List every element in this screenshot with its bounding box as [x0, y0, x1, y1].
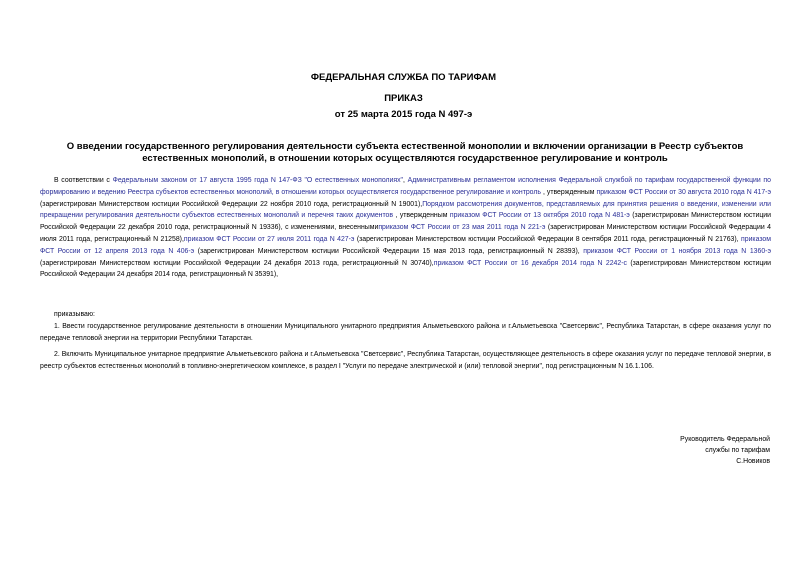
preamble-text: , утвержденным: [393, 212, 450, 220]
preamble-text: , утвержденным: [540, 188, 597, 196]
preamble-text: В соответствии с: [54, 177, 113, 184]
orders-word: приказываю:: [54, 311, 95, 318]
link-document-procedure[interactable]: Порядком рассмотрения документов, представляемых для принятия решения о введении, изменении или прекращении регулирования деятельности субъектов естественных монополий и перечня таких документов: [40, 200, 771, 220]
link-order-221[interactable]: приказом ФСТ России от 23 мая 2011 года N 221-э: [378, 224, 546, 232]
preamble-paragraph: [40, 175, 771, 281]
signature-block: [560, 434, 770, 468]
preamble-text: (зарегистрирован Министерством юстиции Российской Федерации 4 июля 2011 года, регистрационный N 21258),: [40, 224, 771, 243]
preamble-text: (зарегистрирован Министерством юстиции Российской Федерации 15 мая 2013 года, регистрационный N 28393),: [194, 247, 584, 255]
link-order-481[interactable]: приказом ФСТ России от 13 октября 2010 года N 481-э: [449, 212, 630, 220]
preamble-text: (зарегистрирован Министерством юстиции Российской Федерации 24 декабря 2014 года, регистрационный N 35391),: [40, 259, 771, 279]
document-date-number: от 25 марта 2015 года N 497-э: [334, 109, 473, 120]
order-item-1: 1. Ввести государственное регулирование деятельности в отношении Муниципального унитарного предприятия Альметьевского района и г.Альметьевска "Светсервис", Республика Татарстан, в сфере оказания услуг по передаче тепловой энергии на территории Республики Татарстан.: [40, 323, 771, 342]
link-order-417[interactable]: приказом ФСТ России от 30 августа 2010 года N 417-э: [596, 188, 771, 196]
link-order-406[interactable]: приказом ФСТ России от 12 апреля 2013 года N 406-э: [40, 235, 771, 255]
link-federal-law-147[interactable]: Федеральным законом от 17 августа 1995 года N 147-ФЗ "О естественных монополиях": [112, 177, 404, 184]
signature-position-line1: Руководитель Федеральной: [680, 436, 770, 443]
preamble-text: (зарегистрирован Министерством юстиции Российской Федерации 22 ноября 2010 года, регистрационный N 19001),: [40, 200, 423, 208]
link-admin-regulation[interactable]: Административным регламентом исполнения Федеральной службой по тарифам государственной функции по формированию и ведению Реестра субъектов естественных монополий, в отношении которых осуществляется государственное регулирование и контроль: [40, 177, 771, 196]
preamble-text: (зарегистрирован Министерством юстиции Российской Федерации 8 сентября 2011 года, регистрационный N 21763),: [354, 235, 741, 243]
link-order-427[interactable]: приказом ФСТ России от 27 июля 2011 года N 427-э: [183, 235, 355, 243]
signature-position-line2: службы по тарифам: [705, 447, 770, 455]
order-item-2: 2. Включить Муниципальное унитарное предприятие Альметьевского района и г.Альметьевска "Светсервис", Республика Татарстан, осуществляющее деятельность в сфере оказания услуг по передаче тепловой энергии, в реестр субъектов естественных монополий в топливно-энергетическом комплексе, в раздел I "Услуги по передаче электрической и (или) тепловой энергии", под регистрационным N 16.1.106.: [40, 351, 771, 370]
preamble-text: (зарегистрирован Министерством юстиции Российской Федерации 24 декабря 2013 года, регистрационный N 30740),: [40, 259, 434, 267]
agency-name: ФЕДЕРАЛЬНАЯ СЛУЖБА ПО ТАРИФАМ: [310, 72, 497, 83]
preamble-text: ,: [403, 177, 408, 184]
preamble-text: (зарегистрирован Министерством юстиции Российской Федерации 22 декабря 2010 года, регистрационный N 19336), с изменениями, внесенными: [40, 212, 771, 232]
link-order-1360[interactable]: приказом ФСТ России от 1 ноября 2013 года N 1360-э: [583, 247, 771, 255]
document-title: О введении государственного регулирования деятельности субъекта естественной монополии и включении организации в Реестр субъектов естественных монополий, в отношении которых осуществляются государственное регулирование и контроль: [66, 141, 744, 164]
document-type: ПРИКАЗ: [384, 93, 423, 104]
link-order-2242[interactable]: приказом ФСТ России от 16 декабря 2014 года N 2242-с: [433, 259, 627, 267]
signature-name: С.Новиков: [736, 458, 770, 466]
